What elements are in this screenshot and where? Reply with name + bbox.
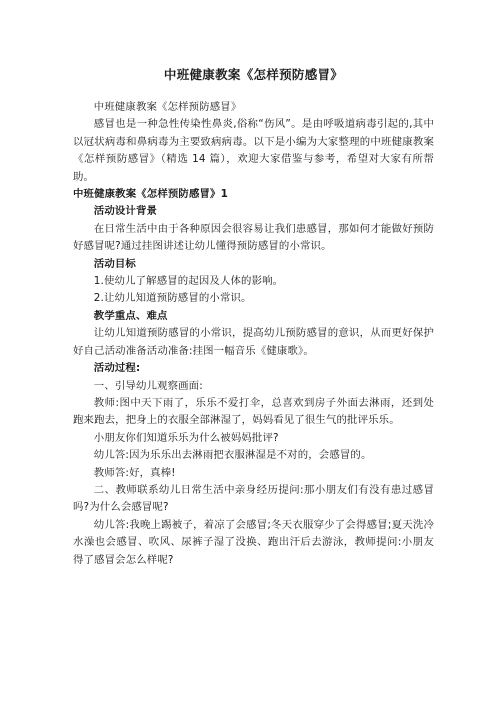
subheading-process: 活动过程: (93, 362, 141, 375)
process-step-2: 二、教师联系幼儿日常生活中亲身经历提问:那小朋友们有没有患过感冒吗?为什么会感冒呢? (73, 483, 434, 514)
document-body (73, 99, 434, 569)
paragraph-background: 在日常生活中由于各种原因会很容易让我们患感冒，那如何才能做好预防好感冒呢?通过挂图讲述让幼儿懂得预防感冒的小常识。 (73, 222, 434, 253)
document-title: 中班健康教案《怎样预防感冒》 (163, 67, 344, 82)
subheading-background: 活动设计背景 (93, 205, 158, 218)
goal-item-2: 2.让幼儿知道预防感冒的小常识。 (93, 292, 252, 305)
process-step-1: 一、引导幼儿观察画面: (93, 379, 203, 392)
paragraph-question-1: 小朋友你们知道乐乐为什么被妈妈批评? (93, 431, 279, 444)
paragraph-focus: 让幼儿知道预防感冒的小常识，提高幼儿预防感冒的意识，从而更好保护好自己活动准备活动准备:挂图一幅音乐《健康歌》。 (73, 327, 434, 357)
goal-item-1: 1.使幼儿了解感冒的起因及人体的影响。 (93, 275, 284, 288)
paragraph-teacher-answer: 教师答:好，真棒! (93, 466, 176, 479)
paragraph-subtitle: 中班健康教案《怎样预防感冒》 (93, 101, 242, 113)
subheading-goals: 活动目标 (93, 257, 136, 270)
subheading-focus: 教学重点、难点 (93, 309, 168, 322)
section-heading: 中班健康教案《怎样预防感冒》1 (73, 188, 228, 201)
paragraph-intro: 感冒也是一种急性传染性鼻炎,俗称“伤风”。是由呼吸道病毒引起的,其中以冠状病毒和鼻病毒为主要致病病毒。以下是小编为大家整理的中班健康教案《怎样预防感冒》（精选 14 篇），欢迎大家借鉴与参考，希望对大家有所帮助。 (73, 118, 434, 183)
paragraph-teacher-1: 教师:图中天下雨了，乐乐不爱打伞，总喜欢到房子外面去淋雨，还到处跑来跑去，把身上的衣服全部淋湿了，妈妈看见了很生气的批评乐乐。 (73, 396, 434, 427)
paragraph-child-answer-1: 幼儿答:因为乐乐出去淋雨把衣服淋湿是不对的，会感冒的。 (93, 449, 372, 462)
paragraph-child-answer-2: 幼儿答:我晚上踢被子，着凉了会感冒;冬天衣服穿少了会得感冒;夏天洗冷水澡也会感冒、吹风、尿裤子湿了没换、跑出汗后去游泳，教师提问:小朋友得了感冒会怎么样呢? (73, 518, 434, 566)
